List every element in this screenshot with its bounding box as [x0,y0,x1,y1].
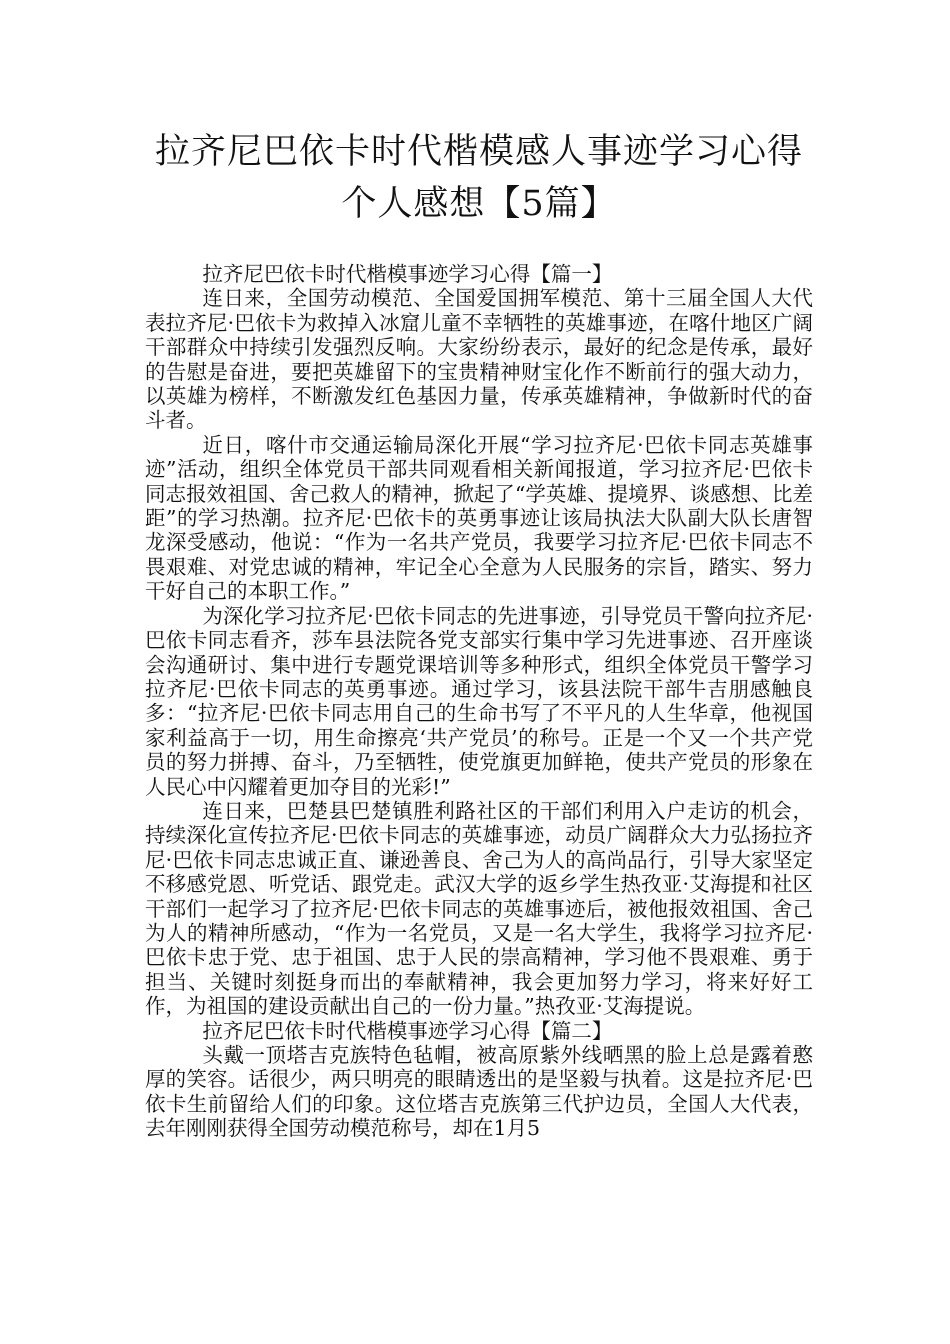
paragraph: 为深化学习拉齐尼·巴依卡同志的先进事迹，引导党员干警向拉齐尼·巴依卡同志看齐，莎车县法院各党支部实行集中学习先进事迹、召开座谈会沟通研讨、集中进行专题党课培训等多种形式，组织全体党员干警学习拉齐尼·巴依卡同志的英勇事迹。通过学习，该县法院干部牛吉朋感触良多：“拉齐尼·巴依卡同志用自己的生命书写了不平凡的人生华章，他视国家利益高于一切，用生命擦亮‘共产党员’的称号。正是一个又一个共产党员的努力拼搏、奋斗，乃至牺牲，使党旗更加鲜艳，使共产党员的形象在人民心中闪耀着更加夺目的光彩!” [145,603,813,799]
paragraph: 连日来，全国劳动模范、全国爱国拥军模范、第十三届全国人大代表拉齐尼·巴依卡为救掉入冰窟儿童不幸牺牲的英雄事迹，在喀什地区广阔干部群众中持续引发强烈反响。大家纷纷表示，最好的纪念是传承，最好的告慰是奋进，要把英雄留下的宝贵精神财宝化作不断前行的强大动力，以英雄为榜样，不断激发红色基因力量，传承英雄精神，争做新时代的奋斗者。 [145,286,813,433]
section-heading-2: 拉齐尼巴依卡时代楷模事迹学习心得【篇二】 [202,1018,613,1043]
paragraph: 头戴一顶塔吉克族特色毡帽，被高原紫外线晒黑的脸上总是露着憨厚的笑容。话很少，两只明亮的眼睛透出的是坚毅与执着。这是拉齐尼·巴依卡生前留给人们的印象。这位塔吉克族第三代护边员，全国人大代表，去年刚刚获得全国劳动模范称号，却在1月5 [145,1043,813,1141]
paragraph: 近日，喀什市交通运输局深化开展“学习拉齐尼·巴依卡同志英雄事迹”活动，组织全体党员干部共同观看相关新闻报道，学习拉齐尼·巴依卡同志报效祖国、舍己救人的精神，掀起了“学英雄、提境界、谈感想、比差距”的学习热潮。拉齐尼·巴依卡的英勇事迹让该局执法大队副大队长唐智龙深受感动，他说：“作为一名共产党员，我要学习拉齐尼·巴依卡同志不畏艰难、对党忠诚的精神，牢记全心全意为人民服务的宗旨，踏实、努力干好自己的本职工作。” [145,432,813,604]
document-page [145,126,813,1141]
paragraph: 连日来，巴楚县巴楚镇胜利路社区的干部们利用入户走访的机会，持续深化宣传拉齐尼·巴依卡同志的英雄事迹，动员广阔群众大力弘扬拉齐尼·巴依卡同志忠诚正直、谦逊善良、舍己为人的高尚品行，引导大家坚定不移感党恩、听党话、跟党走。武汉大学的返乡学生热孜亚·艾海提和社区干部们一起学习了拉齐尼·巴依卡同志的英雄事迹后，被他报效祖国、舍己为人的精神所感动，“作为一名党员，又是一名大学生，我将学习拉齐尼·巴依卡忠于党、忠于祖国、忠于人民的崇高精神，学习他不畏艰难、勇于担当、关键时刻挺身而出的奉献精神，我会更加努力学习，将来好好工作，为祖国的建设贡献出自己的一份力量。”热孜亚·艾海提说。 [145,798,813,1019]
section-heading-1: 拉齐尼巴依卡时代楷模事迹学习心得【篇一】 [202,262,613,286]
document-body [145,262,813,1141]
title-line-1: 拉齐尼巴依卡时代楷模感人事迹学习心得 [154,132,803,172]
document-title [145,126,813,230]
title-line-2: 个人感想【5篇】 [341,184,617,224]
